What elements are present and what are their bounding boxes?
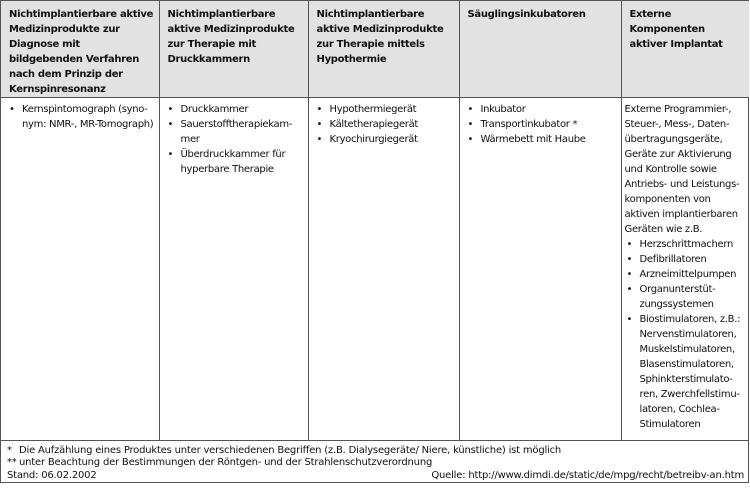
list-item: • Inkubator (467, 104, 526, 115)
footnote-text: unter Beachtung der Bestimmungen der Röntgen- und der Strahlenschutzverordnung (19, 457, 433, 468)
header-row (1, 1, 749, 98)
bullet-icon: • (9, 104, 15, 115)
bullet-icon: • (467, 134, 474, 145)
device-category-table (1, 1, 749, 440)
cell-hypothermie (308, 98, 459, 440)
list-druckkammer (165, 102, 304, 177)
list-item: • Herzschrittmachern (626, 239, 734, 250)
footnote-1 (7, 445, 744, 458)
source-link[interactable]: Quelle: http://www.dimdi.de/static/de/mpg/recht/betreibv-an.htm (431, 469, 744, 481)
list-item: • Kernspintomograph (synonym: NMR-, MR-Tomograph) (9, 104, 154, 130)
cell-mrt (1, 98, 159, 440)
bullet-icon: • (167, 149, 174, 160)
list-item: • Defibrillatoren (626, 254, 707, 265)
bullet-icon: • (626, 314, 633, 325)
bullet-icon: • (626, 269, 633, 280)
list-mrt (6, 102, 155, 132)
footnote-marker: ** (7, 457, 17, 468)
header-hypothermie: Nichtimplantierbare aktive Medizinprodukte zur Therapie mittels Hypothermie (308, 1, 459, 98)
bullet-icon: • (626, 239, 633, 250)
content-row (1, 98, 749, 440)
bullet-icon: • (316, 134, 323, 145)
list-hypothermie (314, 102, 455, 147)
cell-externe-komponenten (621, 98, 749, 440)
list-item: • Arzneimittelpumpen (626, 269, 737, 280)
cell-inkubatoren (459, 98, 621, 440)
externe-komponenten-intro: Externe Programmier-, Steuer-, Mess-, Datenübertragungsgeräte, Geräte zur Aktivierung und Kontrolle sowie Antriebs- und Leistungskomponenten von aktiven implantierbaren Geräten wie z.B. (624, 104, 740, 235)
list-item: • Sauerstofftherapiekammer (167, 119, 293, 145)
list-item: • Transportinkubator * (467, 119, 578, 130)
cell-druckkammer (159, 98, 308, 440)
list-item: • Organunterstützungssystemen (626, 284, 716, 310)
list-item: • Wärmebett mit Haube (467, 134, 586, 145)
list-item: • Hypothermiegerät (316, 104, 417, 115)
list-item: • Kryochirurgiegerät (316, 134, 418, 145)
bullet-icon: • (316, 119, 323, 130)
bullet-icon: • (626, 284, 633, 295)
list-inkubatoren (465, 102, 617, 147)
footnote-marker: * (7, 444, 12, 456)
header-druckkammer: Nichtimplantierbare aktive Medizinprodukte zur Therapie mit Druckkammern (159, 1, 308, 98)
list-item: • Überdruckkammer für hyperbare Therapie (167, 149, 286, 175)
bullet-icon: • (167, 119, 174, 130)
footnote-text: Die Aufzählung eines Produktes unter verschiedenen Begriffen (z.B. Dialysegeräte/ Niere, künstliche) ist möglich (19, 444, 562, 456)
bullet-icon: • (467, 104, 474, 115)
bullet-icon: • (467, 119, 474, 130)
list-item: • Biostimulatoren, z.B.: Nervenstimulatoren, Muskelstimulatoren, Blasenstimulatoren, Sphinkterstimulatoren, Zwerchfellstimulatoren, Cochlea-Stimulatoren (626, 314, 741, 430)
stand-source-row (7, 470, 744, 483)
header-saeuglingsinkubatoren: Säuglingsinkubatoren (459, 1, 621, 98)
footnote-2 (7, 457, 744, 470)
list-implantate (625, 237, 746, 432)
header-mrt-diagnose: Nichtimplantierbare aktive Medizinprodukte zur Diagnose mit bildgebenden Verfahren nach dem Prinzip der Kernspinresonanz (1, 1, 159, 98)
list-item: • Kältetherapiegerät (316, 119, 419, 130)
bullet-icon: • (626, 254, 633, 265)
list-item: • Druckkammer (167, 104, 249, 115)
bullet-icon: • (167, 104, 174, 115)
header-externe-komponenten: Externe Komponenten aktiver Implantat (621, 1, 749, 98)
bullet-icon: • (316, 104, 323, 115)
table-footer (1, 440, 748, 490)
stand-date: Stand: 06.02.2002 (7, 469, 97, 481)
